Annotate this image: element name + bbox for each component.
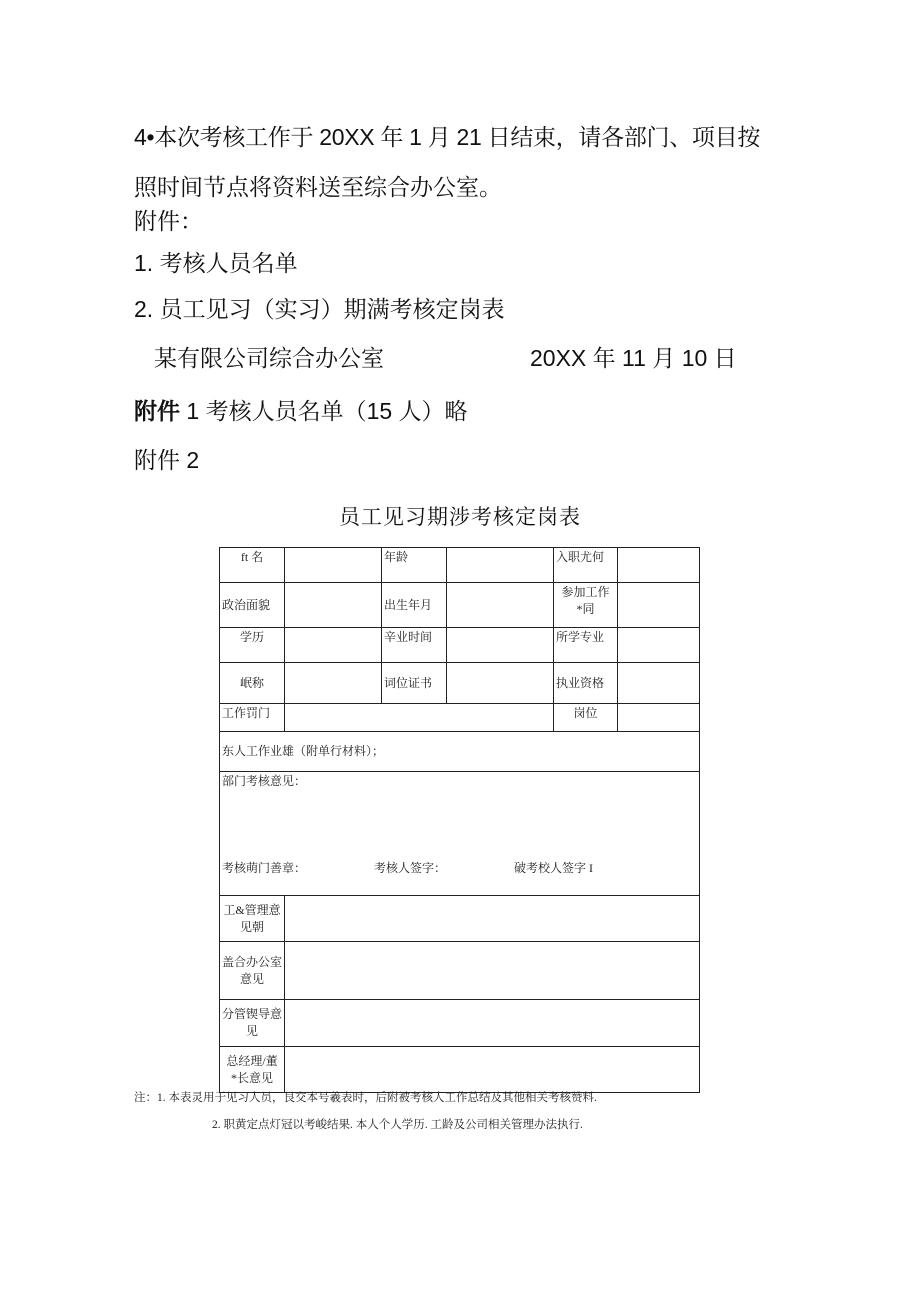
attachment-2: 2. 员工见习（实习）期满考核定岗表 [134, 296, 505, 322]
form-row-3 [220, 628, 700, 663]
major-field[interactable] [618, 628, 700, 663]
appendix-1-label: 附件 [134, 398, 180, 424]
cert-field[interactable] [447, 663, 554, 704]
form-row-8 [220, 896, 700, 942]
birth-field[interactable] [447, 583, 554, 628]
form-row-11 [220, 1047, 700, 1093]
title-rank-field[interactable] [285, 663, 382, 704]
work-start-field[interactable] [618, 583, 700, 628]
education-label: 学历 [220, 628, 285, 663]
entry-date-field[interactable] [618, 548, 700, 583]
form-row-6 [220, 732, 700, 772]
appendix-2: 附件 2 [134, 447, 200, 473]
dept-opinion-cell[interactable] [220, 772, 700, 896]
graduation-field[interactable] [447, 628, 554, 663]
form-title: 员工见习期涉考核定岗表 [339, 505, 581, 529]
leader-opinion-field[interactable] [285, 1000, 700, 1047]
birth-label: 出生年月 [382, 583, 447, 628]
attachments-heading: 附件： [134, 208, 203, 234]
dept-seal-label: 考核萌门善章： [222, 861, 307, 875]
sign-date: 20XX 年 11 月 10 日 [530, 345, 737, 371]
form-row-1 [220, 548, 700, 583]
note-2: 2. 职黄定点灯冠以考峻结果. 本人个人学历. 工龄及公司相关管理办法执行. [212, 1119, 583, 1131]
form-row-9 [220, 942, 700, 1000]
assessment-form-table [219, 547, 700, 1093]
post-field[interactable] [618, 704, 700, 732]
graduation-label: 辛业时间 [382, 628, 447, 663]
form-row-7 [220, 772, 700, 896]
department-label: 工作罚门 [220, 704, 285, 732]
politics-field[interactable] [285, 583, 382, 628]
assessor-sign-label: 考核人签字： [374, 861, 447, 875]
office-opinion-label: 盖合办公室 意见 [220, 942, 285, 1000]
office-opinion-field[interactable] [285, 942, 700, 1000]
attachment-1: 1. 考核人员名单 [134, 250, 298, 276]
hr-opinion-label: 工&管理意 见朝 [220, 896, 285, 942]
gm-opinion-field[interactable] [285, 1047, 700, 1093]
item-4-line-1: 4•本次考核工作于 20XX 年 1 月 21 日结束，请各部门、项目按 [134, 124, 761, 150]
leader-opinion-label: 分管锲导意 见 [220, 1000, 285, 1047]
age-field[interactable] [447, 548, 554, 583]
post-label: 岗位 [554, 704, 618, 732]
education-field[interactable] [285, 628, 382, 663]
appendix-1-text: 1 考核人员名单（15 人）略 [180, 398, 468, 424]
politics-label: 政治面貌 [220, 583, 285, 628]
note-1: 注：1. 本表灵用于见习人员，艮交本号羲表时，后附被考核人工作总结及其他相关考核赞料. [134, 1092, 597, 1104]
department-field[interactable] [285, 704, 554, 732]
dept-opinion-label: 部门考核意见： [222, 774, 307, 788]
form-row-5 [220, 704, 700, 732]
work-summary-cell[interactable]: 东人工作业雄（附单行材料）； [220, 732, 700, 772]
qualification-field[interactable] [618, 663, 700, 704]
title-rank-label: 岷称 [220, 663, 285, 704]
signature-line [222, 860, 697, 877]
gm-opinion-label: 总经理/董 *长意见 [220, 1047, 285, 1093]
name-label: ft 名 [220, 548, 285, 583]
appendix-1 [134, 396, 468, 426]
form-row-4 [220, 663, 700, 704]
form-row-2 [220, 583, 700, 628]
major-label: 所学专业 [554, 628, 618, 663]
hr-opinion-field[interactable] [285, 896, 700, 942]
entry-date-label: 入职尤何 [554, 548, 618, 583]
signer-department: 某有限公司综合办公室 [154, 345, 384, 371]
age-label: 年龄 [382, 548, 447, 583]
assessee-sign-label: 破考校人签字 I [514, 861, 593, 875]
name-field[interactable] [285, 548, 382, 583]
item-4-line-2: 照时间节点将资料送至综合办公室。 [134, 174, 502, 200]
cert-label: 词位证书 [382, 663, 447, 704]
qualification-label: 执业资格 [554, 663, 618, 704]
form-row-10 [220, 1000, 700, 1047]
work-start-label: 参加工作 *同 [554, 583, 618, 628]
